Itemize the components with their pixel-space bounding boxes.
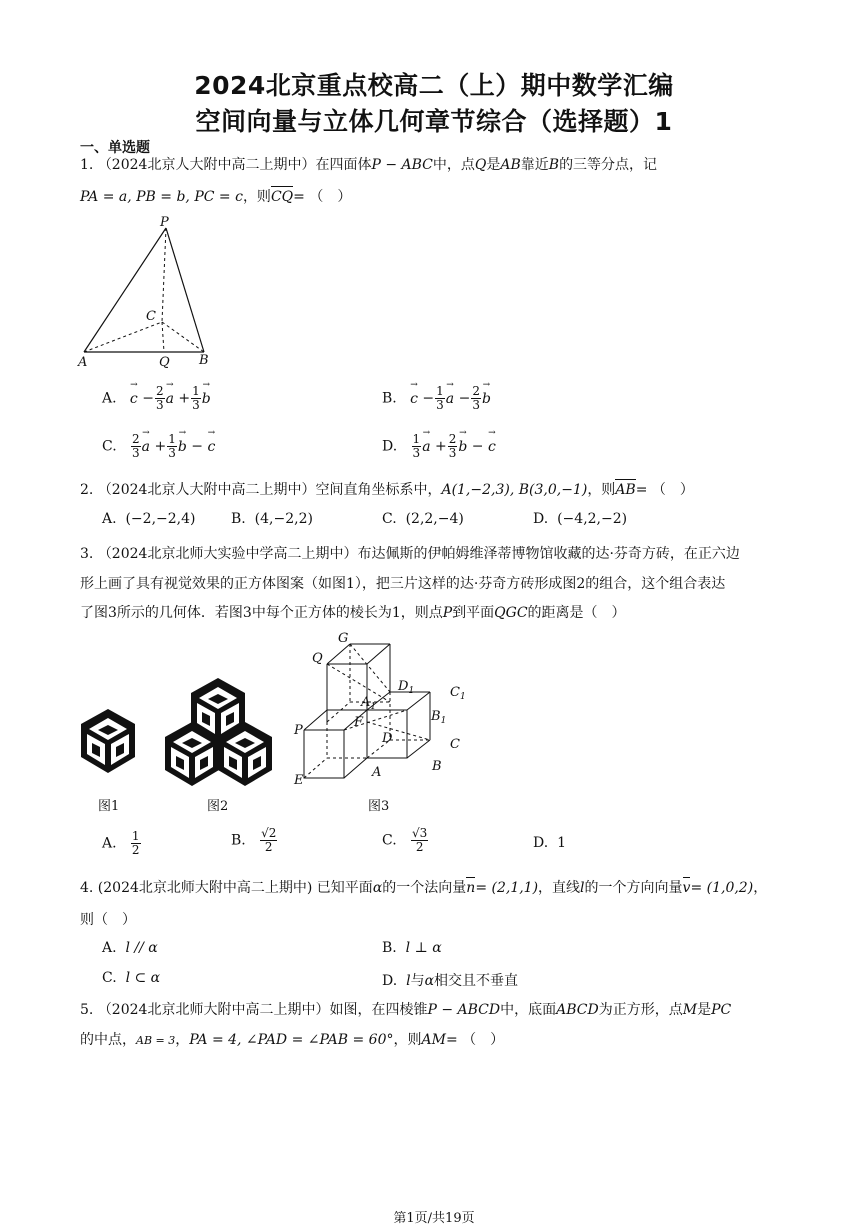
normal-vector-n: n	[466, 880, 476, 896]
svg-text:A: A	[78, 355, 88, 370]
q1-stem: 1. （2024北京人大附中高二上期中）在四面体P − ABC中，点Q是AB靠近B的三等分点，记	[80, 157, 658, 173]
vector-cq: CQ	[270, 189, 294, 205]
q1-option-d[interactable]: D. $\frac{1}{3}$ a → + $\frac{2}{3}$ b → − c →	[382, 433, 496, 460]
q3-option-d[interactable]: D. 1	[533, 835, 567, 851]
q3-stem-line-3: 了图3所示的几何体．若图3中每个正方体的棱长为1，则点P到平面QGC的距离是（ ）	[80, 605, 626, 621]
svg-text:B: B	[432, 759, 442, 774]
q3-figure-1-caption: 图1	[98, 799, 120, 814]
section-heading: 一、单选题	[80, 140, 150, 156]
q4-stem: 4. (2024北京北师大附中高二上期中) 已知平面α的一个法向量n= (2,1,1)，直线l的一个方向向量v= (1,0,2)，	[80, 880, 768, 896]
q2-option-d[interactable]: D. (−4,2,−2)	[533, 511, 628, 527]
svg-text:P: P	[160, 215, 169, 230]
svg-text:C: C	[450, 737, 460, 752]
q1-vector-definitions: PA = a, PB = b, PC = c	[80, 189, 243, 205]
q3-stem-line-1: 3. （2024北京北师大实验中学高二上期中）布达佩斯的伊帕姆维泽蒂博物馆收藏的达·芬奇方砖，在正六边	[80, 546, 740, 562]
q3-option-c[interactable]: C. $\frac{√3}{2}$	[382, 826, 428, 854]
svg-text:B1: $B_1$	[431, 709, 447, 726]
q2-stem: 2. （2024北京人大附中高二上期中）空间直角坐标系中，A(1,−2,3), B(3,0,−1)，则AB= （ ）	[80, 482, 694, 498]
svg-text:A: A	[372, 765, 382, 780]
q3-figure-3-cubes	[290, 628, 475, 790]
direction-vector-v: v	[682, 880, 691, 896]
svg-text:B: B	[199, 353, 209, 368]
svg-text:E: E	[294, 773, 304, 788]
q3-option-b[interactable]: B. $\frac{√2}{2}$	[231, 826, 277, 854]
svg-text:D: D	[382, 731, 393, 746]
svg-text:F: F	[354, 715, 364, 730]
q3-figure-2-tiles	[160, 676, 275, 786]
q5-stem: 5. （2024北京北师大附中高二上期中）如图，在四棱锥P − ABCD中，底面ABCD为正方形，点M是PC	[80, 1002, 732, 1018]
q4-stem-line-2: 则（ ）	[80, 912, 136, 928]
q1-tetrahedron-figure	[76, 214, 216, 370]
q1-condition: PA = a, PB = b, PC = c，则CQ= （ ）	[80, 189, 352, 205]
page-title-line-2: 空间向量与立体几何章节综合（选择题）1	[195, 107, 673, 136]
vector-ab: AB	[615, 482, 636, 498]
q4-option-c[interactable]: C. l ⊂ α	[102, 970, 161, 986]
q1-option-c[interactable]: C. $\frac{2}{3}$ a → + $\frac{1}{3}$ b → − c →	[102, 433, 215, 460]
q4-option-d[interactable]: D. l与α相交且不垂直	[382, 973, 519, 989]
q3-figure-2-caption: 图2	[207, 799, 229, 814]
q3-option-a[interactable]: A. $\frac{1}{2}$	[102, 829, 140, 857]
q2-option-c[interactable]: C. (2,2,−4)	[382, 511, 464, 527]
q2-option-a[interactable]: A. (−2,−2,4)	[102, 511, 196, 527]
svg-text:Q: Q	[312, 651, 323, 666]
q2-option-b[interactable]: B. (4,−2,2)	[231, 511, 313, 527]
svg-text:C1: $C_1$	[450, 685, 466, 702]
svg-text:A1: $A_1$	[361, 695, 377, 712]
svg-text:P: P	[294, 723, 303, 738]
q1-option-b[interactable]: B. c → − $\frac{1}{3}$ a → − $\frac{2}{3}$ b →	[382, 385, 491, 412]
svg-text:D1: $D_1$	[398, 679, 415, 696]
q3-figure-1-tile	[78, 707, 138, 775]
page-title-line-1: 2024北京重点校高二（上）期中数学汇编	[194, 71, 674, 100]
q4-option-a[interactable]: A. l // α	[102, 940, 158, 956]
svg-text:Q: Q	[159, 355, 170, 370]
svg-text:G: G	[338, 631, 349, 646]
page-footer: 第1页/共19页	[393, 1211, 475, 1226]
svg-text:C: C	[146, 309, 156, 324]
q3-figure-3-caption: 图3	[368, 799, 390, 814]
q3-stem-line-2: 形上画了具有视觉效果的正方体图案（如图1），把三片这样的达·芬奇方砖形成图2的组合，这个组合表达	[80, 576, 726, 592]
q5-stem-line-2: 的中点，AB = 3，PA = 4, ∠PAD = ∠PAB = 60°，则AM= （ ）	[80, 1032, 505, 1048]
q4-option-b[interactable]: B. l ⊥ α	[382, 940, 442, 956]
q1-option-a[interactable]: A. c → − $\frac{2}{3}$ a → + $\frac{1}{3}$ b →	[102, 385, 211, 412]
